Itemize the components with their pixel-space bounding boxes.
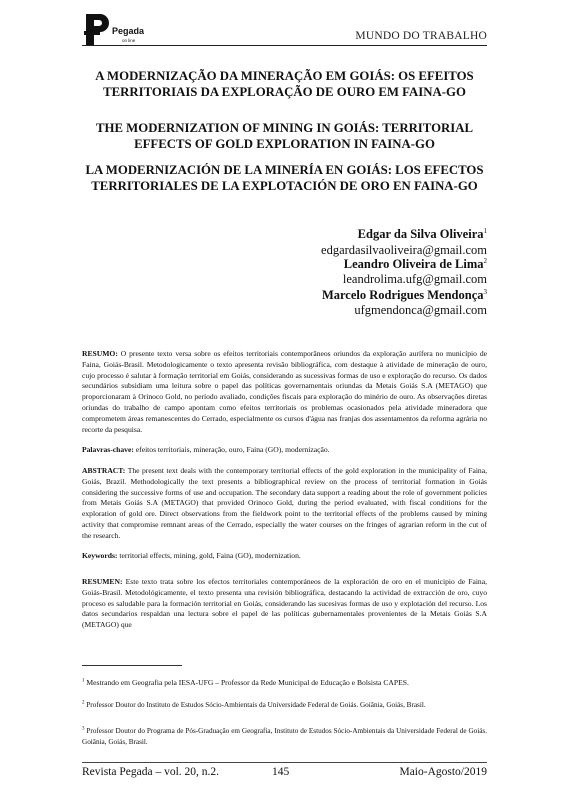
abstract-keywords: Keywords: territorial effects, mining, gold, Faina (GO), modernization. — [82, 551, 301, 560]
footnote: $^3$ Professor Doutor do Programa de Pós-Graduação em Geografia, Instituto de Estudos Sócio-Ambientais da Universidade Federal de Goiás. Goiânia, Goiás, Brasil. — [82, 726, 488, 746]
resumen-paragraph: RESUMEN: Este texto trata sobre los efectos territoriales contemporáneos de la exploración de oro en el municipio de Faina, Goiás-Brasil. Metodológicamente, el texto presenta una revisión bibliográfica, destacando la actividad de extracción de oro, cuyo proceso es saludable para la formación territorial en Goiás, considerando las sucesivas formas de uso y explotación del recurso. Los datos secundarios respaldan una lectura sobre el papel de las políticas gubernamentales provenientes de la Metais Goiás S.A (METAGO) que — [82, 577, 487, 630]
author-name: Leandro Oliveira de Lima$^2$ — [343, 256, 487, 271]
pegada-logo — [82, 10, 162, 50]
resumo-keywords: Palavras-chave: efeitos territoriais, mineração, ouro, Faina (GO), modernização. — [82, 445, 330, 454]
footnote: $^1$ Mestrando em Geografia pela IESA-UFG – Professor da Rede Municipal de Educação e Bolsista CAPES. — [82, 678, 409, 687]
author-name: Edgar da Silva Oliveira$^1$ — [357, 226, 487, 241]
section-label: MUNDO DO TRABALHO — [355, 30, 487, 42]
title-spanish: LA MODERNIZACIÓN DE LA MINERÍA EN GOIÁS: LOS EFECTOS TERRITORIALES DE LA EXPLOTACIÓN DE ORO EN FAINA-GO — [85, 163, 484, 193]
footer-rule — [82, 762, 487, 763]
footer-date: Maio-Agosto/2019 — [399, 766, 487, 778]
title-english: THE MODERNIZATION OF MINING IN GOIÁS: TERRITORIAL EFFECTS OF GOLD EXPLORATION IN FAINA-GO — [95, 121, 474, 151]
resumo-paragraph: RESUMO: O presente texto versa sobre os efeitos territoriais contemporâneos oriundos da exploração aurífera no município de Faina, Goiás-Brasil. Metodologicamente o texto apresenta revisão bibliográfica, com destaque à atividade de mineração de ouro, cujo processo é salutar à formação territorial em Goiás, considerando as sucessivas formas de uso e exploração do recurso. Os dados secundários subsidiam uma leitura sobre o papel das políticas governamentais oriundas da Metais Goiás S.A (METAGO) que proporcionaram à Orinoco Gold, no período avaliado, condições fiscais para exploração do minério de ouro. As observações diretas oriundas do trabalho de campo apontam como efeitos territoriais os problemas ocasionados pela atividade mineradora que comprometem áreas remanescentes do Cerrado, especialmente os cursos d'água nas franjas dos assentamentos da reforma agrária no recorte da pesquisa. — [82, 349, 487, 434]
logo-word: Pegada — [112, 26, 145, 36]
author-email: ufgmendonca@gmail.com — [354, 303, 487, 317]
author-email: leandrolima.ufg@gmail.com — [342, 272, 487, 286]
author-name: Marcelo Rodrigues Mendonça$^3$ — [321, 287, 487, 302]
title-portuguese: A MODERNIZAÇÃO DA MINERAÇÃO EM GOIÁS: OS EFEITOS TERRITORIAIS DA EXPLORAÇÃO DE OURO EM FAINA-GO — [95, 69, 474, 99]
footer-journal: Revista Pegada – vol. 20, n.2. — [82, 766, 220, 778]
abstract-paragraph: ABSTRACT: The present text deals with the contemporary territorial effects of the gold exploration in the municipality of Faina, Goiás, Brazil. Methodologically the text presents a bibliographical review on the process of territorial formation in Goiás considering the successive forms of use and occupation. The secondary data support a reading about the role of government policies from Metais Goiás S.A (METAGO) that provided Orinoco Gold, during the period evaluated, with fiscal conditions for the exploration of gold ore. Direct observations from the fieldwork point to the territorial effects of the problems caused by mining activity that compromise remnant areas of the Cerrado, especially the water courses on the fringes of agrarian reform in the cut of the research. — [82, 466, 487, 540]
author-email: edgardasilvaoliveira@gmail.com — [321, 243, 487, 257]
footnote: $^2$ Professor Doutor do Instituto de Estudos Sócio-Ambientais da Universidade Federal de Goiás. Goiânia, Goiás, Brasil. — [82, 700, 426, 709]
header-rule — [82, 45, 487, 46]
footer-page-number: 145 — [272, 766, 290, 778]
logo-sub: on line — [122, 38, 136, 43]
footnote-rule — [82, 665, 182, 666]
